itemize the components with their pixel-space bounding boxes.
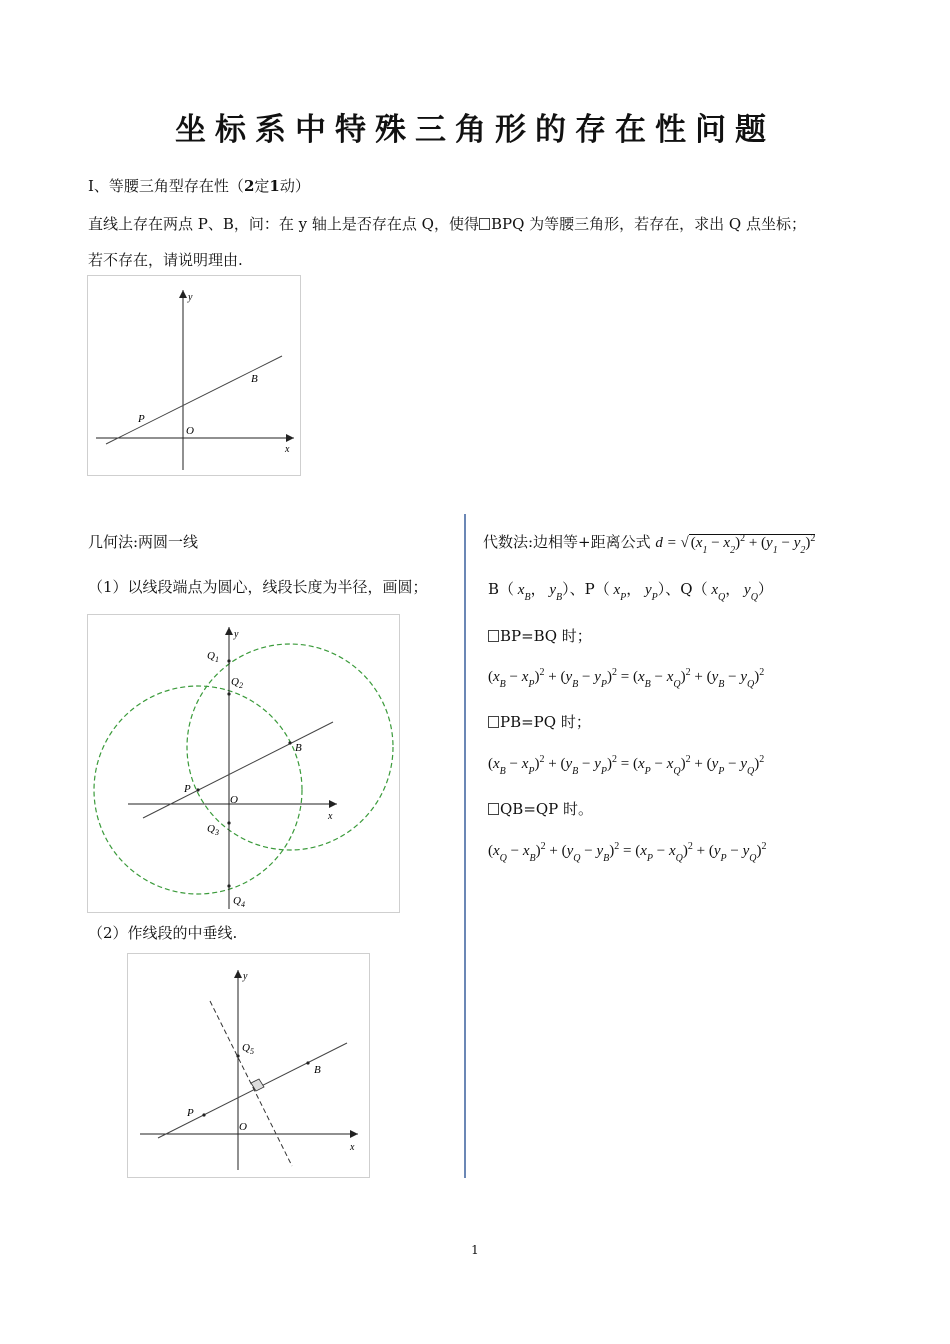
point-b <box>306 1061 309 1064</box>
case-1-label <box>488 625 592 646</box>
page-title: 坐标系中特殊三角形的存在性问题 <box>175 112 775 148</box>
column-divider <box>464 514 466 1178</box>
algebra-method-text: 代数法:边相等+距离公式 <box>483 533 651 551</box>
origin-label: O <box>239 1121 247 1133</box>
x-axis-arrow <box>329 800 337 808</box>
y-axis-arrow <box>179 290 187 298</box>
heading-part: 1 <box>269 177 280 195</box>
point-p <box>202 1113 205 1116</box>
y-axis-arrow <box>234 970 242 978</box>
coord-text: ）、P（ <box>562 580 610 598</box>
q3-letter: Q <box>207 823 215 835</box>
heading-part: 定 <box>254 177 270 195</box>
problem-text: 直线上存在两点 P、B，问：在 y 轴上是否存在点 Q，使得 <box>88 215 479 233</box>
coord-text: ）、Q（ <box>657 580 708 598</box>
q2-letter: Q <box>231 676 239 688</box>
case-2-equation: $(x_B - x_P)^2 + (y_B - y_P)^2 = (x_P - x_Q)^2 + (y_P - y_Q)^2$ <box>488 754 765 777</box>
case-1-text: BP=BQ 时； <box>500 627 592 645</box>
axis-label-x: x <box>328 811 333 822</box>
right-angle-marker <box>251 1079 264 1091</box>
case-3-equation: $(x_Q - x_B)^2 + (y_Q - y_B)^2 = (x_P - x_Q)^2 + (y_P - y_Q)^2$ <box>488 841 767 864</box>
point-q2 <box>227 692 230 695</box>
axis-label-y: y <box>234 629 239 640</box>
algebra-method-heading <box>483 531 815 556</box>
point-b-label: B <box>295 742 302 754</box>
case-symbol-box <box>488 803 499 815</box>
point-coordinates: B（ $x_B$， $y_B$）、P（ $x_P$， $y_P$）、Q（ $x_Q$， $y_Q$） <box>488 580 773 603</box>
coord-text: ） <box>757 580 773 598</box>
q3-subscript: 3 <box>214 828 219 837</box>
heading-part: Ⅰ、等腰三角型存在性（ <box>88 177 244 195</box>
point-p <box>196 788 199 791</box>
case-symbol-box <box>488 630 499 642</box>
axis-label-x: x <box>285 444 290 455</box>
q4-label <box>233 895 245 909</box>
q5-subscript: 5 <box>249 1047 254 1056</box>
triangle-symbol-box <box>479 218 490 230</box>
figure-3-svg <box>128 954 369 1177</box>
page-number: 1 <box>471 1243 479 1257</box>
axis-label-y: y <box>188 292 193 303</box>
case-3-label <box>488 798 593 819</box>
q1-letter: Q <box>207 650 215 662</box>
figure-2 <box>87 614 400 913</box>
point-b-label: B <box>251 373 258 385</box>
geometry-step-2: （2）作线段的中垂线. <box>88 924 238 942</box>
heading-part: 动） <box>279 177 310 195</box>
figure-1-svg <box>88 276 300 475</box>
point-p-label: P <box>187 1107 194 1119</box>
figure-2-svg <box>88 615 399 912</box>
y-axis-arrow <box>225 627 233 635</box>
line-pb <box>106 356 282 444</box>
case-2-text: PB=PQ 时； <box>500 713 591 731</box>
coord-text: B（ <box>488 580 515 598</box>
point-b-label: B <box>314 1064 321 1076</box>
q2-subscript: 2 <box>238 681 243 690</box>
axis-label-y: y <box>243 971 248 982</box>
distance-formula: d = √ $(x_1 - x_2)^2 + (y_1 - y_2)^2$ <box>655 533 816 556</box>
case-2-label <box>488 711 591 732</box>
axis-label-x: x <box>350 1142 355 1153</box>
problem-statement-line1 <box>88 213 806 234</box>
q5-label <box>242 1042 254 1056</box>
origin-label: O <box>186 425 194 437</box>
q4-subscript: 4 <box>240 900 245 909</box>
point-q4 <box>227 884 230 887</box>
q2-label <box>231 676 243 690</box>
problem-statement-line2: 若不存在，请说明理由. <box>88 251 243 269</box>
q4-letter: Q <box>233 895 241 907</box>
point-q3 <box>227 821 230 824</box>
origin-label: O <box>230 794 238 806</box>
section-heading <box>88 175 310 196</box>
q5-letter: Q <box>242 1042 250 1054</box>
case-symbol-box <box>488 716 499 728</box>
case-3-text: QB=QP 时。 <box>500 800 594 818</box>
point-q1 <box>227 659 230 662</box>
point-p-label: P <box>184 783 191 795</box>
point-q5 <box>236 1054 239 1057</box>
line-pb <box>158 1043 347 1138</box>
figure-1 <box>87 275 301 476</box>
problem-text: BPQ 为等腰三角形，若存在，求出 Q 点坐标； <box>490 215 806 233</box>
q3-label <box>207 823 219 837</box>
distance-d: d = <box>655 535 677 551</box>
point-b <box>288 741 291 744</box>
heading-part: 2 <box>243 177 255 195</box>
geometry-method-heading: 几何法:两圆一线 <box>88 533 199 551</box>
circle-centered-b <box>187 644 393 850</box>
q1-label <box>207 650 219 664</box>
case-1-equation: $(x_B - x_P)^2 + (y_B - y_P)^2 = (x_B - x_Q)^2 + (y_B - y_Q)^2$ <box>488 667 765 690</box>
point-p-label: P <box>138 413 145 425</box>
x-axis-arrow <box>350 1130 358 1138</box>
geometry-step-1: （1）以线段端点为圆心，线段长度为半径，画圆； <box>88 578 428 596</box>
q1-subscript: 1 <box>214 655 219 664</box>
x-axis-arrow <box>286 434 294 442</box>
figure-3 <box>127 953 370 1178</box>
